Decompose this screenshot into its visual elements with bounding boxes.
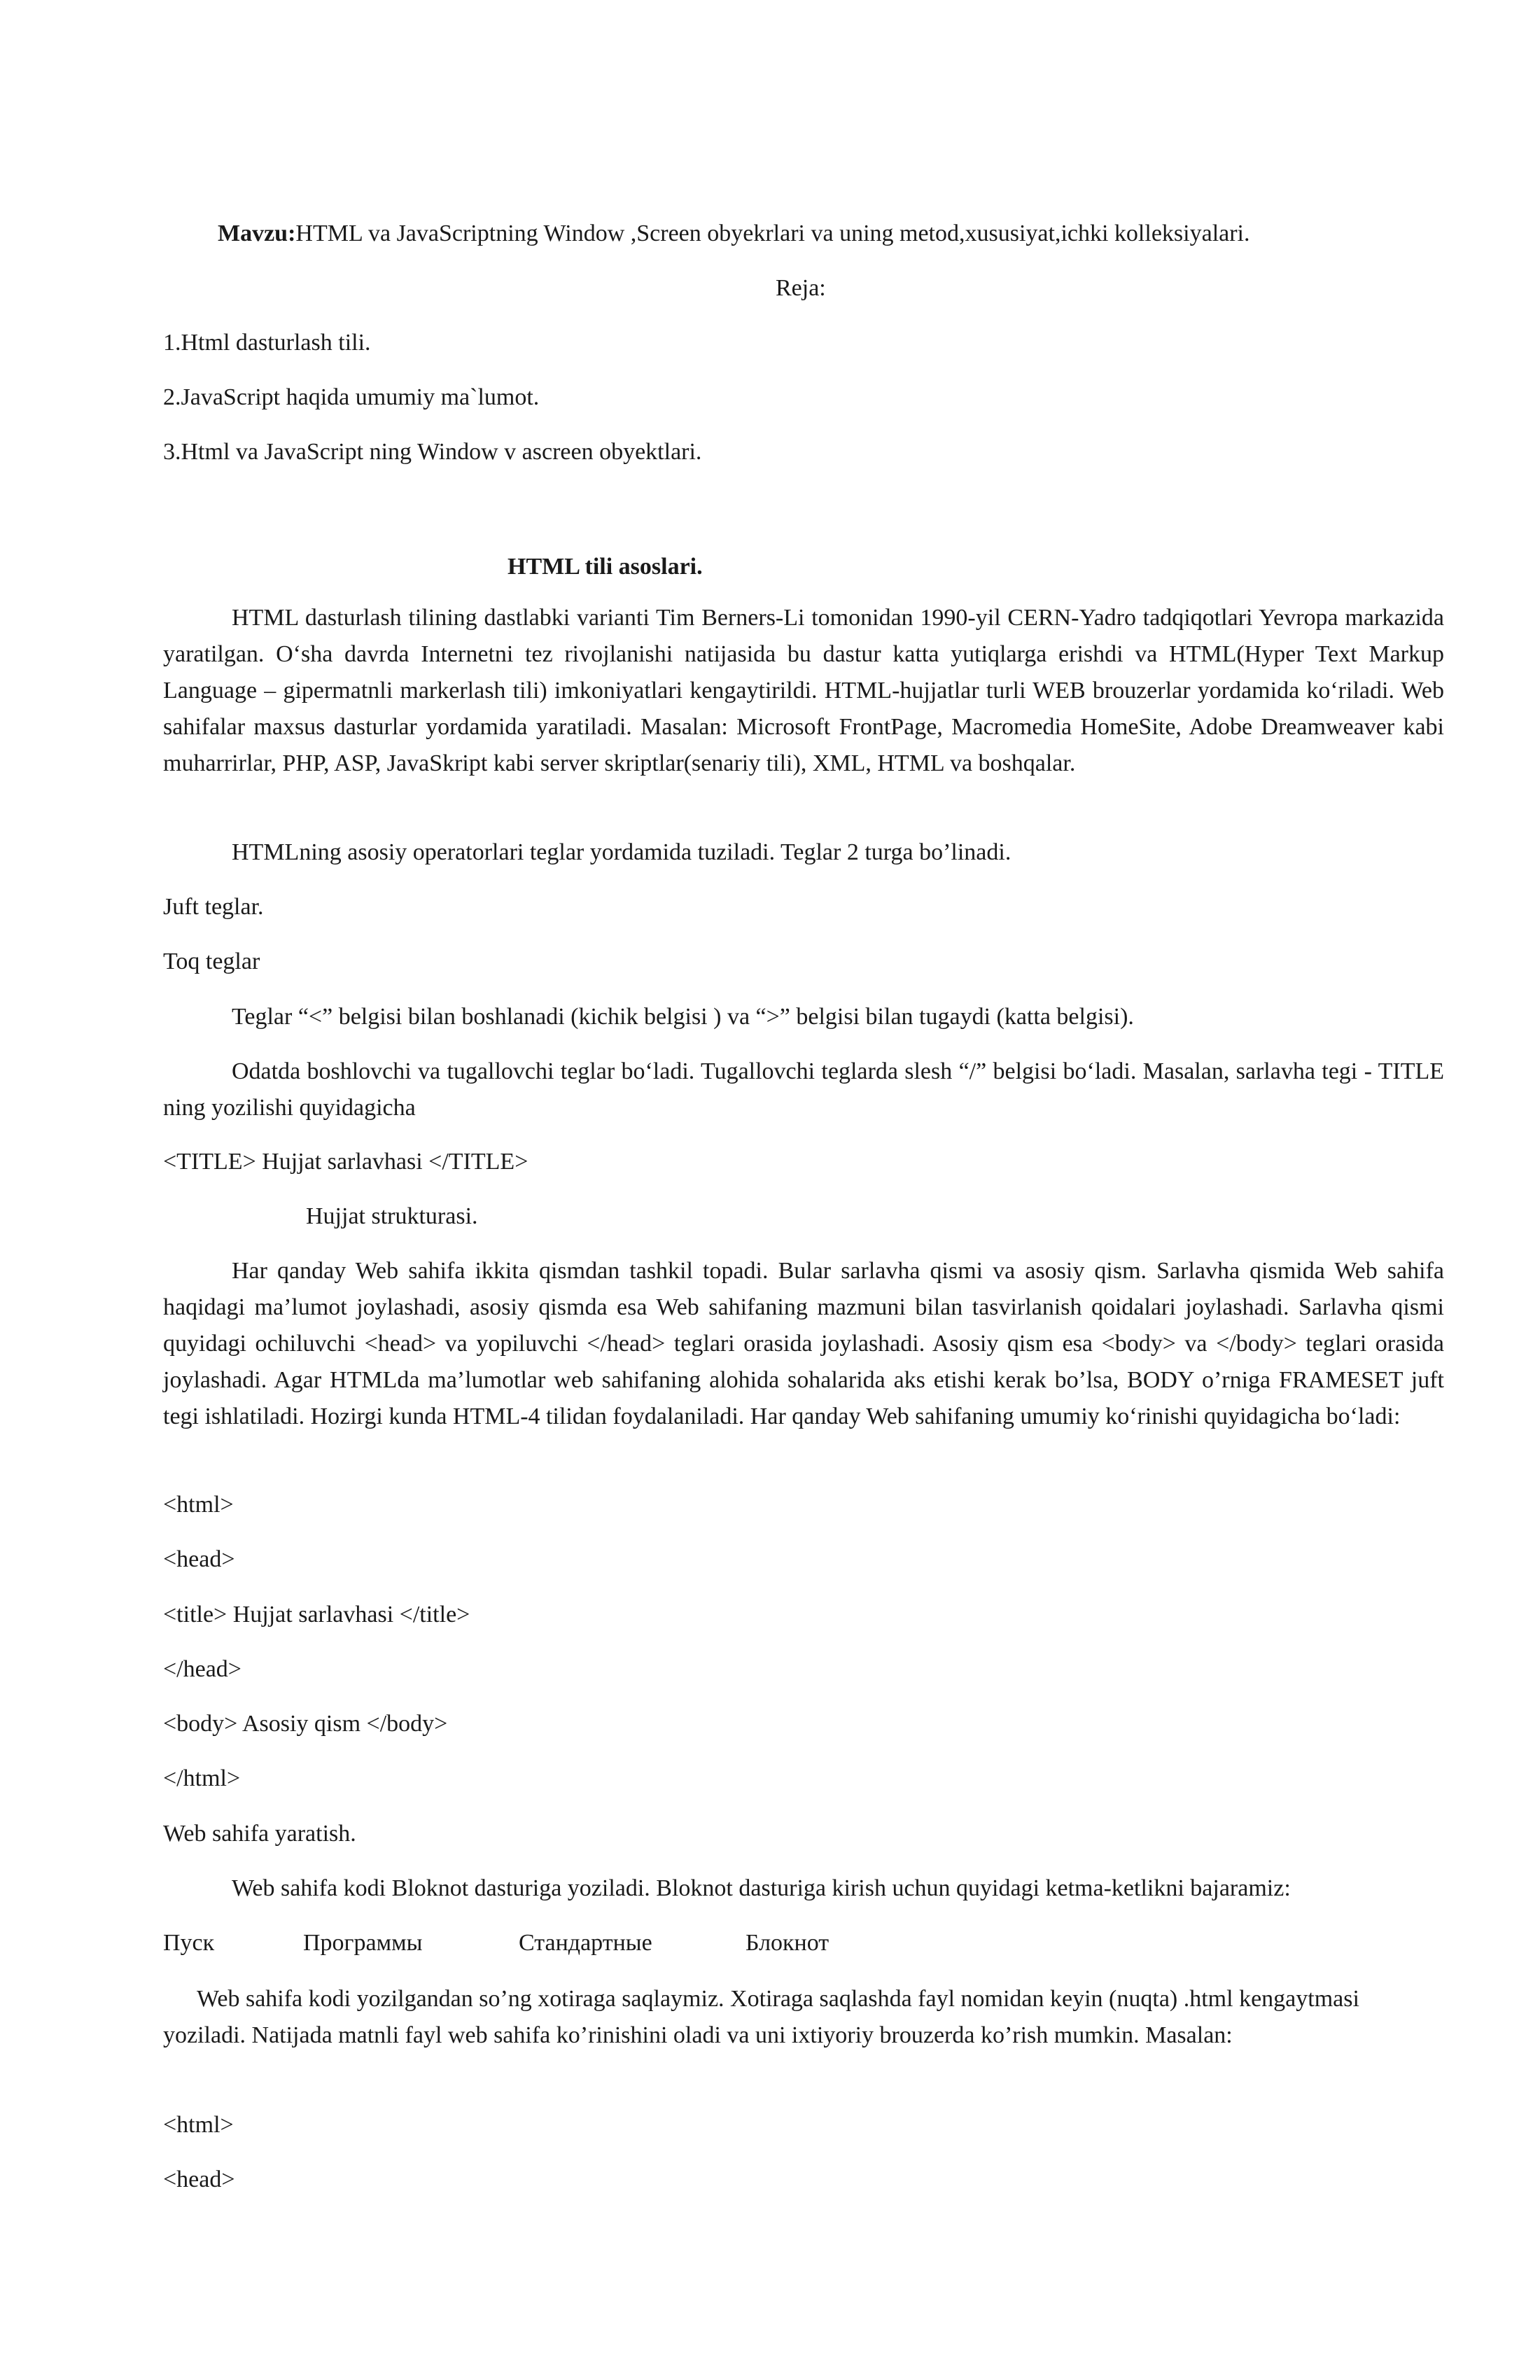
menu-path-standard: Стандартные [519,1930,652,1956]
code-line: <body> Asosiy qism </body> [163,1711,448,1737]
plan-heading: Reja: [776,275,826,301]
section-heading-create-web-page: Web sahifa yaratish. [163,1821,356,1847]
plan-item-3: 3.Html va JavaScript ning Window v ascreen obyektlari. [163,439,702,465]
tag-type-paired: Juft teglar. [163,894,264,920]
paragraph-html-history: HTML dasturlash tilining dastlabki varianti Tim Berners-Li tomonidan 1990-yil CERN-Yadro tadqiqotlari Yevropa markazida yaratilgan. O‘sha davrda Internetni tez rivojlanishi natijasida bu dastur katta yutiqlarga erishdi va HTML(Hyper Text Markup Language – gipermatnli markerlash tili) imkoniyatlari kengaytirildi. HTML-hujjatlar turli WEB brouzerlar yordamida ko‘riladi. Web sahifalar maxsus dasturlar yordamida yaratiladi. Masalan: Microsoft FrontPage, Macromedia HomeSite, Adobe Dreamweaver kabi muharrirlar, PHP, ASP, JavaSkript kabi server skriptlar(senariy tili), XML, HTML va boshqalar. [163,605,1444,776]
tag-type-single: Toq teglar [163,948,260,974]
title-label: Mavzu: [218,220,296,246]
document-page [163,0,1444,2380]
paragraph-notepad: Web sahifa kodi Bloknot dasturiga yoziladi. Bloknot dasturiga kirish uchun quyidagi ketma-ketlikni bajaramiz: [232,1875,1291,1901]
paragraph-page-structure: Har qanday Web sahifa ikkita qismdan tashkil topadi. Bular sarlavha qismi va asosiy qism. Sarlavha qismida Web sahifa haqidagi ma’lumot joylashadi, asosiy qismda esa Web sahifaning mazmuni bilan tasvirlanish qoidalari joylashadi. Sarlavha qismi quyidagi ochiluvchi <head> va yopiluvchi </head> teglari orasida joylashadi. Asosiy qism esa <body> va </body> teglari orasida joylashadi. Agar HTMLda ma’lumotlar web sahifaning alohida sohalarida aks etishi kerak bo’lsa, BODY o’rniga FRAMESET juft tegi ishlatiladi. Hozirgi kunda HTML-4 tilidan foydalaniladi. Har qanday Web sahifaning umumiy ko‘rinishi quyidagicha bo‘ladi: [163,1258,1444,1429]
code-line: </html> [163,1765,241,1791]
section-heading-html-basics: HTML tili asoslari. [507,554,703,580]
plan-item-2: 2.JavaScript haqida umumiy ma`lumot. [163,384,540,410]
paragraph-tags-intro: HTMLning asosiy operatorlari teglar yordamida tuziladi. Teglar 2 turga bo’linadi. [232,839,1011,865]
menu-path-programs: Программы [303,1930,423,1956]
menu-path [163,1925,1444,1961]
plan-item-1: 1.Html dasturlash tili. [163,330,371,356]
menu-path-notepad: Блокнот [746,1930,830,1956]
paragraph-closing-tags: Odatda boshlovchi va tugallovchi teglar bo‘ladi. Tugallovchi teglarda slesh “/” belgisi bo‘ladi. Masalan, sarlavha tegi - TITLE ning yozilishi quyidagicha [163,1058,1444,1121]
paragraph-tag-syntax: Teglar “<” belgisi bilan boshlanadi (kichik belgisi ) va “>” belgisi bilan tugaydi (katta belgisi). [232,1004,1134,1030]
title-tag-example: <TITLE> Hujjat sarlavhasi </TITLE> [163,1149,528,1175]
code-line: <head> [163,2166,235,2192]
document-title [218,216,1250,252]
code-line: <title> Hujjat sarlavhasi </title> [163,1602,470,1628]
paragraph-save-file: Web sahifa kodi yozilgandan so’ng xotiraga saqlaymiz. Xotiraga saqlashda fayl nomidan keyin (nuqta) .html kengaytmasi yoziladi. Natijada matnli fayl web sahifa ko’rinishini oladi va uni ixtiyoriy brouzerda ko’rish mumkin. Masalan: [163,1986,1359,2048]
title-text: HTML va JavaScriptning Window ,Screen obyekrlari va uning metod,xususiyat,ichki kolleksiyalari. [295,220,1250,246]
code-line: <head> [163,1546,235,1572]
code-line: </head> [163,1656,241,1682]
code-line: <html> [163,2112,234,2138]
section-heading-document-structure: Hujjat strukturasi. [306,1203,478,1229]
code-line: <html> [163,1492,234,1518]
menu-path-start: Пуск [163,1930,215,1956]
